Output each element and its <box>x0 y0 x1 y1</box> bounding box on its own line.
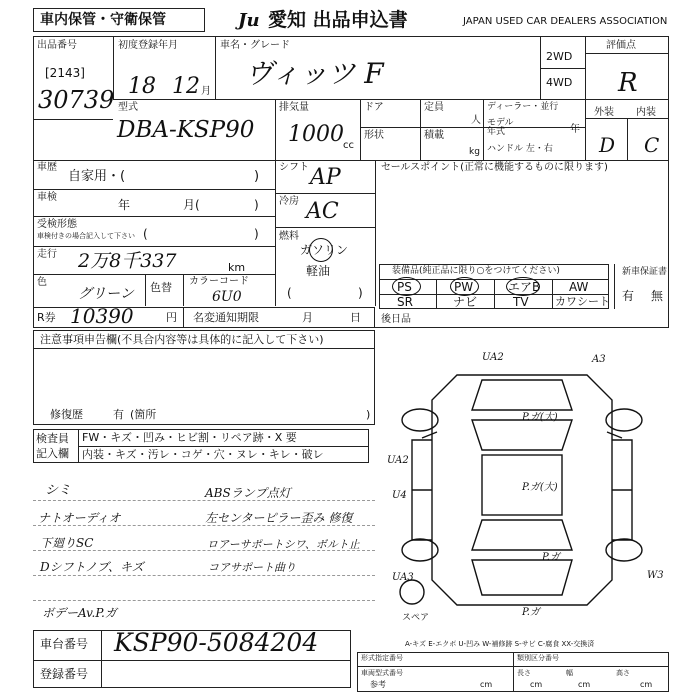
remark-3: ナトオーディオ <box>38 511 121 525</box>
lot-label: 出品番号 <box>37 40 77 51</box>
history-value: 自家用・( <box>68 169 126 184</box>
pw-circle <box>450 277 479 296</box>
acceptance-note: 車検付きの場合記入して下さい <box>37 232 135 240</box>
color-code-value: 6U0 <box>212 289 242 305</box>
capacity-unit: 人 <box>471 115 481 126</box>
mark-windshield: P.ガ(大) <box>522 412 558 423</box>
first-reg-label: 初度登録年月 <box>118 40 178 51</box>
mark-left-door: UA2 <box>387 455 409 466</box>
mark-trunk: P.ガ <box>542 552 560 563</box>
warranty-no: 無 <box>651 289 664 303</box>
lot-sub: [2143] <box>45 66 85 80</box>
form-title: 愛知 出品申込書 <box>268 9 408 31</box>
color-value: グリーン <box>78 286 134 302</box>
model-year-label: モデル 年式 <box>487 118 514 138</box>
dealer-label: ディーラー・並行 <box>487 102 559 112</box>
fuel-gasoline: ガソリン <box>300 243 349 257</box>
inspector-label2: 記入欄 <box>36 447 69 460</box>
equipment-airbag: エアB <box>508 280 541 294</box>
inspector-label: 検査員 <box>36 432 69 445</box>
equipment-pw: PW <box>454 280 474 294</box>
equipment-label: 装備品(純正品に限り○をつけてください) <box>392 266 560 276</box>
model-code-label: 型式 <box>118 102 138 113</box>
handle-label: ハンドル 左・右 <box>487 144 553 154</box>
interior-label: 内装 <box>636 107 656 118</box>
equipment-navi: ナビ <box>453 295 478 309</box>
inspector-row1: FW・キズ・凹み・ヒビ割・リペア跡・X 要 <box>82 431 297 444</box>
exterior-value: D <box>599 133 616 157</box>
first-reg-month: 12 <box>172 74 200 99</box>
model-year-unit: 年 <box>570 124 580 135</box>
first-reg-year: 18 <box>128 74 156 99</box>
remark-4: 左センターピラー歪み 修復 <box>205 511 353 525</box>
remark-7: Dシフトノブ、キズ <box>40 560 144 574</box>
remark-6: ロアーサポートシワ、ボルト止 <box>207 538 360 551</box>
color-change-label: 色替 <box>150 281 172 294</box>
remark-2: ABSランプ点灯 <box>205 486 291 500</box>
model-name-value: ヴィッツ F <box>245 57 384 90</box>
mileage-label: 走行 <box>37 249 57 260</box>
mileage-value: 2万8千337 <box>78 250 177 272</box>
load-label: 積載 <box>424 130 444 141</box>
lot-number: 30739 <box>38 86 115 114</box>
repair-label: 修復歴 <box>50 408 83 421</box>
rear-items-label: 後日品 <box>381 314 411 325</box>
remark-5: 下廻りSC <box>40 536 94 550</box>
chassis-number: KSP90-5084204 <box>114 628 319 657</box>
airbag-circle <box>506 277 540 296</box>
fuel-selected-circle <box>309 238 333 262</box>
doors-label: ドア <box>364 102 384 113</box>
capacity-label: 定員 <box>424 102 444 113</box>
grade-value: R <box>618 68 638 98</box>
remark-1: シミ <box>45 483 72 498</box>
interior-value: C <box>644 133 660 157</box>
remark-9: ボデーAv.P.ガ <box>42 606 117 620</box>
model-name-label: 車名・グレード <box>220 40 290 51</box>
spare-label: スペア <box>402 613 430 623</box>
equipment-leather: カワシート <box>555 295 610 308</box>
mark-front-left: UA2 <box>482 352 504 363</box>
chassis-label: 車台番号 <box>40 637 89 651</box>
equipment-tv: TV <box>513 295 529 309</box>
inspection-label: 車検 <box>37 192 57 203</box>
model-code-value: DBA-KSP90 <box>117 117 255 143</box>
warranty-label: 新車保証書 <box>622 267 668 277</box>
color-code-label: カラーコード <box>189 276 249 287</box>
mileage-unit: km <box>228 261 246 274</box>
displacement-label: 排気量 <box>279 102 309 113</box>
equipment-sr: SR <box>397 295 413 309</box>
mark-rear: P.ガ <box>522 607 540 618</box>
ps-circle <box>392 277 421 296</box>
fuel-label: 燃料 <box>279 231 299 242</box>
notes-label: 注意事項申告欄(不具合内容等は具体的に記入して下さい) <box>40 333 324 346</box>
mark-rear-right: W3 <box>647 570 664 581</box>
exterior-label: 外装 <box>594 107 614 118</box>
r-ticket-label: R券 <box>37 311 56 324</box>
inspector-row2: 内装・キズ・汚レ・コゲ・穴・ヌレ・キレ・破レ <box>82 448 324 461</box>
mark-front-right: A3 <box>592 354 606 365</box>
displacement-value: 1000 <box>288 122 344 147</box>
sales-point-label: セールスポイント(正常に機能するものに限ります) <box>381 162 608 173</box>
load-unit: kg <box>469 147 480 157</box>
mark-left-door2: U4 <box>392 490 407 501</box>
color-label: 色 <box>37 277 47 288</box>
aircon-value: AC <box>306 199 339 224</box>
registration-label: 登録番号 <box>40 667 89 681</box>
r-ticket-value: 10390 <box>70 304 134 328</box>
drive-4wd: 4WD <box>546 76 573 89</box>
drive-2wd: 2WD <box>546 50 573 63</box>
equipment-ps: PS <box>397 280 412 294</box>
shift-label: シフト <box>279 162 309 173</box>
form-subtitle: JAPAN USED CAR DEALERS ASSOCIATION <box>463 16 668 27</box>
fuel-diesel: 軽油 <box>306 264 331 278</box>
car-damage-diagram <box>382 340 682 630</box>
acceptance-label: 受検形態 <box>37 219 77 230</box>
first-reg-unit: 月 <box>201 86 211 97</box>
ju-logo: Ju <box>238 10 260 31</box>
damage-legend: A-キズ E-エクボ U-凹み W-補修跡 S-サビ C-腐食 XX-交換済 <box>405 640 595 648</box>
displacement-unit: cc <box>343 140 354 151</box>
mark-roof: P.ガ(大) <box>522 482 558 493</box>
grade-label: 評価点 <box>606 40 636 51</box>
name-change-label: 名変通知期限 <box>193 311 259 324</box>
equipment-aw: AW <box>569 280 589 294</box>
warranty-yes: 有 <box>622 289 635 303</box>
shift-value: AP <box>310 165 341 190</box>
aircon-label: 冷房 <box>279 196 299 207</box>
mark-rear-left: UA3 <box>392 572 414 583</box>
history-label: 車歴 <box>37 162 57 173</box>
shape-label: 形状 <box>364 130 384 141</box>
remark-8: コアサポート曲り <box>208 561 296 574</box>
storage-stamp: 車内保管・守衛保管 <box>40 12 166 28</box>
